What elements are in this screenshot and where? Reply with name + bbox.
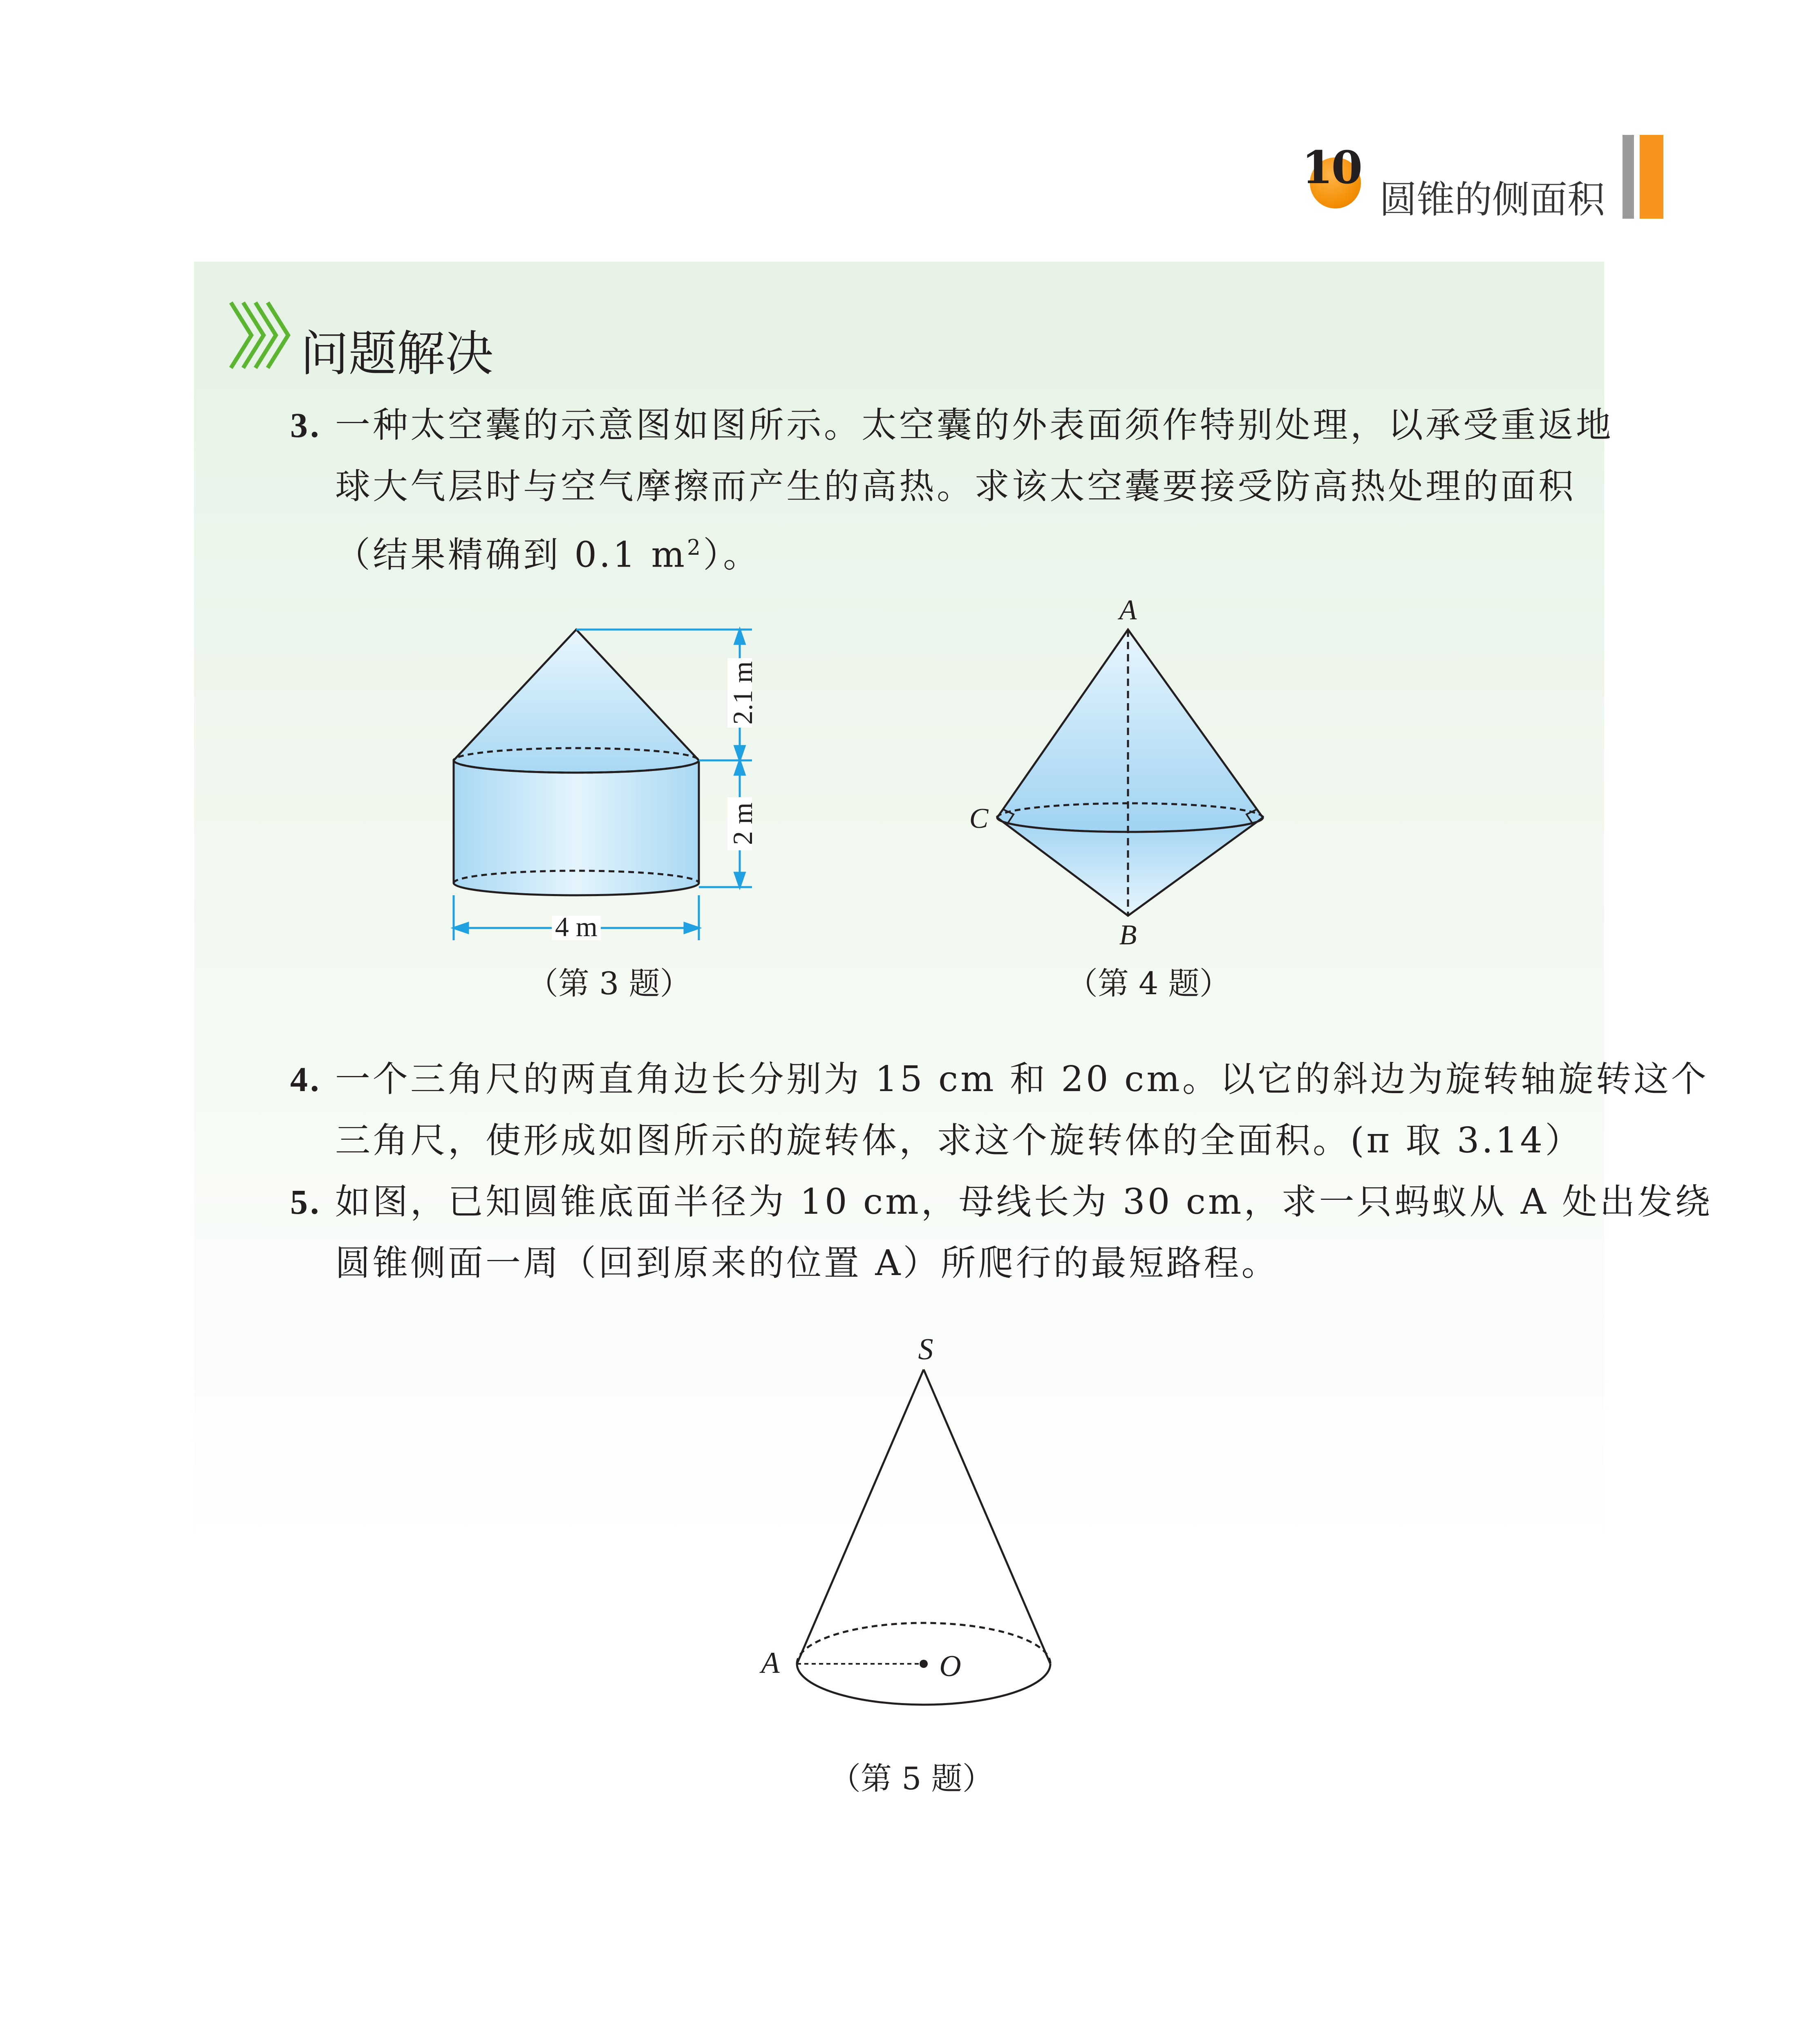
problem-5-number: 5. (290, 1182, 322, 1221)
chevron-arrows-icon (227, 294, 292, 376)
section-title: 问题解决 (300, 325, 494, 382)
problem-3-line-2: 球大气层时与空气摩擦而产生的高热。求该太空囊要接受防高热处理的面积 (335, 466, 1576, 507)
problem-4-line-1 (290, 1049, 1709, 1110)
fig3-label-diameter: 4 m (555, 911, 598, 942)
problem-4-number: 4. (290, 1060, 322, 1099)
problem-5-text-1: 如图，已知圆锥底面半径为 10 cm，母线长为 30 cm，求一只蚂蚁从 A 处出发绕 (335, 1181, 1713, 1222)
figure-5-cone (744, 1325, 1079, 1725)
figure-5-caption: （第 5 题） (830, 1760, 994, 1797)
chapter-title: 圆锥的侧面积 (1379, 178, 1605, 222)
problem-3-line-3 (335, 517, 761, 586)
figure-4-double-cone (952, 589, 1304, 957)
chapter-number: 10 (1302, 141, 1361, 194)
figure-3-capsule (429, 605, 797, 965)
figure-3-caption: （第 3 题） (527, 965, 691, 1002)
fig5-label-a: A (761, 1646, 780, 1680)
fig3-label-cone-height: 2.1 m (727, 661, 758, 725)
fig4-label-a: A (1119, 594, 1137, 626)
problem-5-line-2: 圆锥侧面一周（回到原来的位置 A）所爬行的最短路程。 (335, 1243, 1279, 1284)
figure-4-caption: （第 4 题） (1067, 965, 1231, 1002)
problem-3-line-1 (290, 394, 1614, 456)
problem-3-superscript: 2 (687, 536, 703, 560)
problem-4-text-1: 一个三角尺的两直角边长分别为 15 cm 和 20 cm。以它的斜边为旋转轴旋转这个 (335, 1059, 1709, 1100)
fig5-label-o: O (939, 1650, 961, 1683)
problem-4-line-2: 三角尺，使形成如图所示的旋转体，求这个旋转体的全面积。(π 取 3.14） (335, 1120, 1583, 1161)
header-bar-orange (1640, 135, 1663, 219)
problem-3-text-1: 一种太空囊的示意图如图所示。太空囊的外表面须作特别处理，以承受重返地 (335, 405, 1614, 446)
fig5-label-s: S (918, 1333, 933, 1366)
problem-3-number: 3. (290, 406, 322, 445)
fig4-label-b: B (1119, 919, 1137, 951)
fig3-label-cyl-height: 2 m (727, 802, 758, 845)
problem-3-text-3-end: ）。 (703, 534, 761, 576)
fig4-label-c: C (969, 803, 989, 834)
problem-5-line-1 (290, 1171, 1712, 1233)
header-bar-gray (1623, 135, 1634, 219)
problem-3-text-3: （结果精确到 0.1 m (335, 534, 687, 576)
